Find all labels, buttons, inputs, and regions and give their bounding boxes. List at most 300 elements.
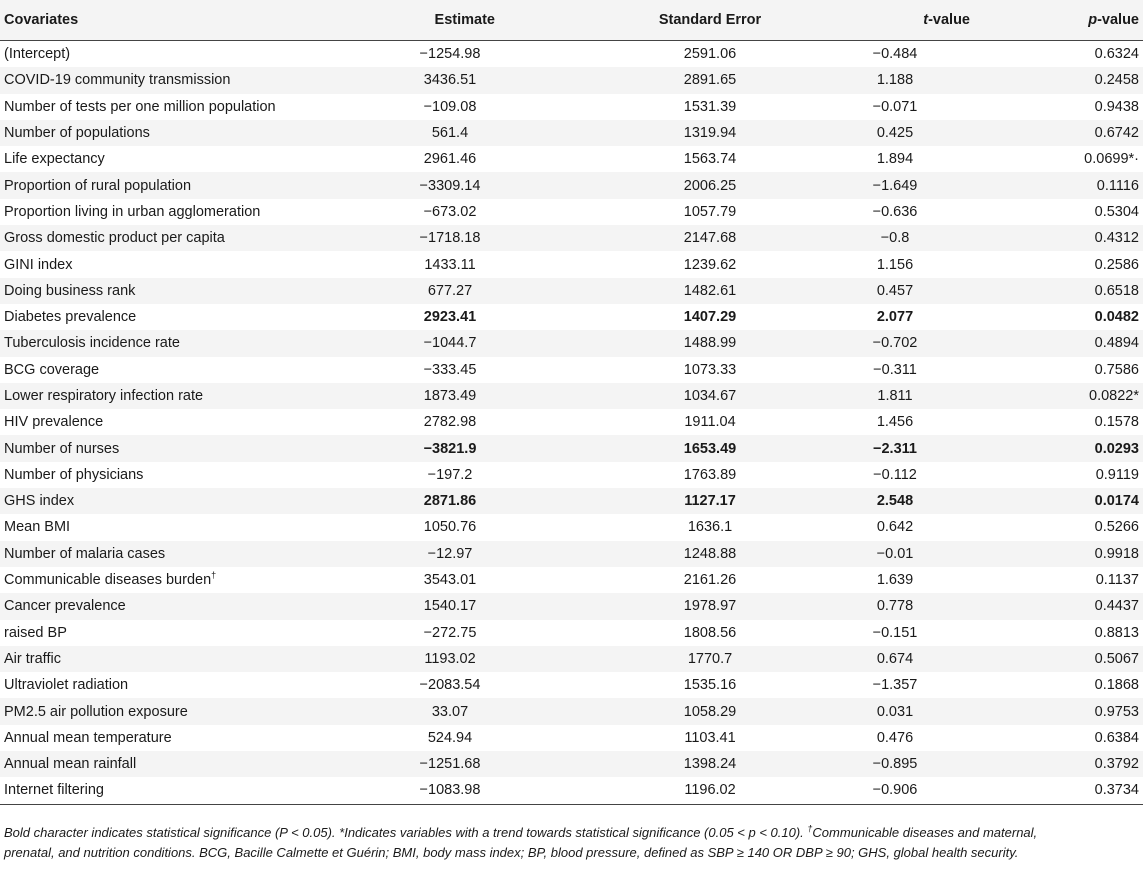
p-value-cell-text: 0.9438 <box>1094 98 1139 115</box>
covariate-cell <box>0 488 300 514</box>
standard-error-cell-text: 2891.65 <box>683 72 737 89</box>
covariate-cell <box>0 383 300 409</box>
t-value-cell-text: −0.895 <box>872 756 918 773</box>
standard-error-cell <box>600 330 820 356</box>
p-value-cell <box>970 357 1143 383</box>
p-value-cell-text: 0.4894 <box>1094 335 1139 352</box>
t-value-cell <box>820 409 970 435</box>
dagger-mark: † <box>211 570 217 581</box>
standard-error-cell <box>600 646 820 672</box>
standard-error-cell <box>600 672 820 698</box>
covariate-cell-text: GHS index <box>4 493 75 510</box>
p-value-cell-text: 0.6384 <box>1094 729 1139 746</box>
estimate-cell <box>300 146 600 172</box>
p-value-cell <box>970 330 1143 356</box>
table-row <box>0 541 1143 567</box>
t-value-cell <box>820 251 970 277</box>
t-value-cell <box>820 777 970 804</box>
covariate-cell-text: HIV prevalence <box>4 414 104 431</box>
t-value-cell <box>820 357 970 383</box>
covariate-cell <box>0 777 300 804</box>
estimate-cell-text: −3309.14 <box>419 177 481 194</box>
standard-error-cell <box>600 67 820 93</box>
standard-error-cell-text: 1407.29 <box>683 309 737 326</box>
table-row <box>0 514 1143 540</box>
standard-error-cell <box>600 357 820 383</box>
estimate-cell-text: 524.94 <box>427 729 473 746</box>
estimate-cell-text: 3436.51 <box>423 72 477 89</box>
standard-error-cell <box>600 725 820 751</box>
standard-error-cell-text: 1127.17 <box>684 493 736 510</box>
covariate-cell-text: Gross domestic product per capita <box>4 230 225 247</box>
estimate-cell-text: −1718.18 <box>419 230 481 247</box>
p-value-cell-text: 0.5304 <box>1094 203 1139 220</box>
standard-error-cell-text: 2161.26 <box>683 572 737 589</box>
covariate-cell-text: Number of populations <box>4 125 150 142</box>
estimate-cell <box>300 409 600 435</box>
estimate-cell-text: −272.75 <box>423 624 477 641</box>
estimate-cell-text: 1873.49 <box>423 388 477 404</box>
t-value-cell <box>820 383 970 409</box>
table-row <box>0 251 1143 277</box>
covariate-cell <box>0 620 300 646</box>
standard-error-cell-text: 1763.89 <box>683 466 737 483</box>
standard-error-cell <box>600 278 820 304</box>
p-value-cell <box>970 383 1143 409</box>
estimate-cell <box>300 383 600 409</box>
t-value-cell-text: −0.151 <box>872 624 918 641</box>
t-value-cell-text: 2.548 <box>876 493 914 510</box>
covariate-cell <box>0 672 300 698</box>
covariate-cell <box>0 751 300 777</box>
covariate-cell-text: Number of nurses <box>4 440 120 457</box>
estimate-cell-text: −1254.98 <box>419 46 481 63</box>
standard-error-cell <box>600 698 820 724</box>
covariate-cell-text: Ultraviolet radiation <box>4 677 129 694</box>
p-value-cell-text: 0.8813 <box>1094 624 1139 641</box>
table-row <box>0 567 1143 593</box>
estimate-cell-text: 2961.46 <box>423 151 477 168</box>
table-footnote <box>0 823 1143 863</box>
p-value-cell-text: 0.1116 <box>1096 177 1139 194</box>
estimate-cell-text: −2083.54 <box>419 677 481 694</box>
p-value-cell-text: 0.2458 <box>1094 72 1139 89</box>
t-value-cell <box>820 620 970 646</box>
header-p-value <box>970 0 1143 41</box>
standard-error-cell-text: 1653.49 <box>683 440 737 457</box>
t-value-cell <box>820 330 970 356</box>
covariate-cell <box>0 514 300 540</box>
t-value-cell-text: 0.476 <box>876 729 914 746</box>
t-value-cell <box>820 41 970 68</box>
table-row <box>0 146 1143 172</box>
p-value-cell-text: 0.6518 <box>1094 282 1139 299</box>
t-value-cell <box>820 672 970 698</box>
covariate-cell <box>0 462 300 488</box>
standard-error-cell-text: 1535.16 <box>683 677 737 694</box>
p-value-cell-text: 0.3734 <box>1094 782 1139 799</box>
t-value-cell-text: −1.357 <box>872 677 918 694</box>
t-value-cell-text: −0.8 <box>880 230 910 247</box>
standard-error-cell <box>600 620 820 646</box>
t-value-cell-text: 0.457 <box>876 282 914 299</box>
p-value-cell-text: 0.5067 <box>1094 650 1139 667</box>
p-value-cell-text: 0.9119 <box>1095 466 1139 483</box>
estimate-cell-text: 677.27 <box>427 282 473 299</box>
t-value-cell-text: −0.636 <box>872 203 918 220</box>
t-value-cell-text: 0.674 <box>876 650 914 667</box>
t-value-cell-text: 0.642 <box>876 519 914 536</box>
covariate-cell <box>0 94 300 120</box>
t-value-cell-text: 0.031 <box>876 703 914 720</box>
p-value-cell <box>970 567 1143 593</box>
t-value-cell <box>820 488 970 514</box>
covariate-cell-text: Lower respiratory infection rate <box>4 388 204 404</box>
table-row <box>0 199 1143 225</box>
table-row <box>0 330 1143 356</box>
covariate-cell <box>0 172 300 198</box>
standard-error-cell-text: 1978.97 <box>683 598 737 615</box>
covariate-cell <box>0 120 300 146</box>
estimate-cell <box>300 435 600 461</box>
p-value-cell <box>970 251 1143 277</box>
t-value-cell-text: −2.311 <box>873 440 917 457</box>
standard-error-cell <box>600 514 820 540</box>
estimate-cell-text: 1193.02 <box>424 650 476 667</box>
standard-error-cell-text: 1488.99 <box>683 335 737 352</box>
standard-error-cell-text: 2147.68 <box>683 230 737 247</box>
standard-error-cell <box>600 146 820 172</box>
p-value-cell-text: 0.9918 <box>1094 545 1139 562</box>
covariate-cell-text: Annual mean temperature <box>4 729 172 746</box>
p-value-cell <box>970 199 1143 225</box>
p-value-cell-text: 0.4437 <box>1094 598 1139 615</box>
p-value-cell <box>970 514 1143 540</box>
p-value-cell-text: 0.6742 <box>1094 125 1139 142</box>
header-t-suffix: -value <box>928 12 970 28</box>
covariate-cell <box>0 225 300 251</box>
standard-error-cell <box>600 120 820 146</box>
t-value-cell <box>820 462 970 488</box>
estimate-cell <box>300 94 600 120</box>
covariate-cell-text: Internet filtering <box>4 782 104 799</box>
estimate-cell <box>300 172 600 198</box>
standard-error-cell-text: 1531.39 <box>683 98 737 115</box>
estimate-cell <box>300 514 600 540</box>
standard-error-cell-text: 1196.02 <box>684 782 736 799</box>
standard-error-cell-text: 1239.62 <box>683 256 737 273</box>
standard-error-cell <box>600 777 820 804</box>
p-value-cell-text: 0.2586 <box>1094 256 1139 273</box>
covariate-cell-text: Diabetes prevalence <box>4 309 137 326</box>
covariate-cell-text: COVID-19 community transmission <box>4 72 231 89</box>
table-row <box>0 777 1143 804</box>
standard-error-cell <box>600 567 820 593</box>
p-value-cell-text: 0.7586 <box>1094 361 1139 378</box>
standard-error-cell-text: 1770.7 <box>687 650 733 667</box>
header-estimate: Estimate <box>300 0 600 41</box>
p-value-cell <box>970 751 1143 777</box>
table-row <box>0 435 1143 461</box>
standard-error-cell <box>600 751 820 777</box>
covariate-cell-text: Annual mean rainfall <box>4 756 137 773</box>
covariate-cell <box>0 541 300 567</box>
table-row <box>0 225 1143 251</box>
t-value-cell-text: −0.702 <box>872 335 918 352</box>
standard-error-cell-text: 1319.94 <box>683 125 737 142</box>
p-value-cell <box>970 225 1143 251</box>
t-value-cell-text: 1.156 <box>876 256 914 273</box>
estimate-cell <box>300 199 600 225</box>
estimate-cell <box>300 225 600 251</box>
covariate-cell <box>0 725 300 751</box>
covariate-cell-text: Number of tests per one million population <box>4 98 276 115</box>
covariate-cell-text: Proportion living in urban agglomeration <box>4 203 261 220</box>
t-value-cell <box>820 199 970 225</box>
table-body <box>0 41 1143 805</box>
p-value-cell <box>970 94 1143 120</box>
standard-error-cell-text: 1808.56 <box>683 624 737 641</box>
p-value-cell-text: 0.9753 <box>1094 703 1139 720</box>
covariate-cell-text: Mean BMI <box>4 519 71 536</box>
covariate-cell-text: Number of physicians <box>4 466 144 483</box>
covariate-cell <box>0 199 300 225</box>
covariate-cell-text: Air traffic <box>4 650 61 667</box>
p-value-cell <box>970 672 1143 698</box>
standard-error-cell-text: 1073.33 <box>683 361 737 378</box>
covariate-cell <box>0 146 300 172</box>
standard-error-cell-text: 1103.41 <box>684 729 736 746</box>
p-value-cell-text: 0.1137 <box>1095 572 1139 589</box>
estimate-cell-text: −12.97 <box>427 545 473 562</box>
estimate-cell <box>300 620 600 646</box>
estimate-cell <box>300 567 600 593</box>
footnote-text-2: prenatal, and nutrition conditions. BCG, Bacille Calmette et Guérin; BMI, body mass index; BP, blood pressure, defined as SBP ≥ 140 OR DBP ≥ 90; GHS, global health security. <box>4 844 1019 860</box>
covariate-cell-text: Cancer prevalence <box>4 598 126 615</box>
estimate-cell-text: −1083.98 <box>419 782 481 799</box>
covariate-cell <box>0 304 300 330</box>
table-row <box>0 409 1143 435</box>
header-standard-error: Standard Error <box>600 0 820 41</box>
p-value-cell-text: 0.1868 <box>1094 677 1139 694</box>
estimate-cell-text: −333.45 <box>423 361 477 378</box>
estimate-cell-text: 2782.98 <box>423 414 477 431</box>
estimate-cell-text: 1433.11 <box>424 256 476 273</box>
covariate-cell <box>0 593 300 619</box>
t-value-cell-text: −0.112 <box>873 466 917 483</box>
p-value-cell <box>970 120 1143 146</box>
header-t-prefix: t <box>923 12 929 28</box>
table-row <box>0 620 1143 646</box>
t-value-cell <box>820 698 970 724</box>
t-value-cell <box>820 435 970 461</box>
estimate-cell <box>300 462 600 488</box>
table-row <box>0 488 1143 514</box>
estimate-cell <box>300 488 600 514</box>
p-value-cell <box>970 646 1143 672</box>
standard-error-cell-text: 1911.04 <box>684 414 736 431</box>
covariate-cell-text: Communicable diseases burden <box>4 572 212 589</box>
table-row <box>0 751 1143 777</box>
standard-error-cell <box>600 409 820 435</box>
estimate-cell <box>300 120 600 146</box>
header-p-prefix: p <box>1088 12 1098 28</box>
table-row <box>0 593 1143 619</box>
header-covariates: Covariates <box>0 0 300 41</box>
standard-error-cell-text: 1636.1 <box>687 519 733 536</box>
t-value-cell <box>820 146 970 172</box>
t-value-cell <box>820 225 970 251</box>
estimate-cell <box>300 41 600 68</box>
estimate-cell-text: −1251.68 <box>419 756 481 773</box>
t-value-cell <box>820 541 970 567</box>
estimate-cell <box>300 751 600 777</box>
covariate-cell <box>0 251 300 277</box>
covariate-cell-text: GINI index <box>4 256 73 273</box>
t-value-cell-text: 1.188 <box>876 72 914 89</box>
standard-error-cell <box>600 172 820 198</box>
table-row <box>0 672 1143 698</box>
t-value-cell-text: −1.649 <box>872 177 918 194</box>
p-value-cell-text: 0.1578 <box>1094 414 1139 431</box>
p-value-cell <box>970 409 1143 435</box>
t-value-cell <box>820 304 970 330</box>
p-value-cell <box>970 304 1143 330</box>
standard-error-cell <box>600 462 820 488</box>
t-value-cell <box>820 593 970 619</box>
p-value-cell-text: 0.0482 <box>1094 309 1139 326</box>
p-value-cell <box>970 777 1143 804</box>
p-value-cell-text: 0.4312 <box>1094 230 1139 247</box>
t-value-cell-text: 1.456 <box>876 414 914 431</box>
t-value-cell <box>820 514 970 540</box>
p-value-cell <box>970 593 1143 619</box>
t-value-cell-text: 1.894 <box>876 151 914 168</box>
standard-error-cell-text: 1248.88 <box>683 545 737 562</box>
covariate-cell <box>0 67 300 93</box>
t-value-cell <box>820 172 970 198</box>
table-row <box>0 304 1143 330</box>
covariate-cell <box>0 567 300 593</box>
t-value-cell-text: −0.906 <box>872 782 918 799</box>
t-value-cell <box>820 94 970 120</box>
table-row <box>0 357 1143 383</box>
estimate-cell-text: 2871.86 <box>423 493 477 510</box>
t-value-cell <box>820 120 970 146</box>
estimate-cell-text: −1044.7 <box>423 335 477 352</box>
standard-error-cell-text: 1563.74 <box>683 151 737 168</box>
t-value-cell <box>820 751 970 777</box>
covariate-cell <box>0 435 300 461</box>
footnote-text-1b: Communicable diseases and maternal, <box>812 824 1038 840</box>
standard-error-cell-text: 1057.79 <box>683 203 737 220</box>
footnote-text-1: Bold character indicates statistical significance (P < 0.05). *Indicates variables with a trend towards statistical significance (0.05 < p < 0.10). <box>4 824 808 840</box>
covariate-cell <box>0 646 300 672</box>
table-row <box>0 278 1143 304</box>
p-value-cell <box>970 278 1143 304</box>
standard-error-cell-text: 2006.25 <box>683 177 737 194</box>
p-value-cell-text: 0.3792 <box>1094 756 1139 773</box>
t-value-cell <box>820 278 970 304</box>
standard-error-cell <box>600 41 820 68</box>
estimate-cell-text: 2923.41 <box>423 309 477 326</box>
t-value-cell-text: 2.077 <box>876 309 914 326</box>
standard-error-cell <box>600 541 820 567</box>
estimate-cell-text: −3821.9 <box>423 440 477 457</box>
t-value-cell-text: −0.484 <box>872 46 918 63</box>
covariate-cell-text: raised BP <box>4 624 67 641</box>
table-row <box>0 120 1143 146</box>
header-t-value <box>820 0 970 41</box>
table-row <box>0 383 1143 409</box>
standard-error-cell <box>600 199 820 225</box>
standard-error-cell-text: 1034.67 <box>683 388 737 404</box>
table-row <box>0 725 1143 751</box>
standard-error-cell <box>600 435 820 461</box>
estimate-cell <box>300 725 600 751</box>
table-row <box>0 646 1143 672</box>
standard-error-cell <box>600 304 820 330</box>
estimate-cell-text: 1050.76 <box>423 519 477 536</box>
t-value-cell <box>820 67 970 93</box>
p-value-cell-text: 0.0699*· <box>1084 151 1139 168</box>
covariate-cell <box>0 698 300 724</box>
standard-error-cell <box>600 383 820 409</box>
t-value-cell-text: 0.778 <box>876 598 914 615</box>
covariate-cell <box>0 357 300 383</box>
t-value-cell-text: −0.311 <box>873 361 917 378</box>
t-value-cell <box>820 567 970 593</box>
estimate-cell-text: 1540.17 <box>423 598 477 615</box>
estimate-cell <box>300 698 600 724</box>
covariate-cell-text: Doing business rank <box>4 282 136 299</box>
standard-error-cell <box>600 94 820 120</box>
table-row <box>0 41 1143 68</box>
table-row <box>0 172 1143 198</box>
estimate-cell <box>300 541 600 567</box>
estimate-cell-text: −673.02 <box>423 203 477 220</box>
covariate-cell-text: BCG coverage <box>4 361 100 378</box>
p-value-cell <box>970 698 1143 724</box>
t-value-cell-text: 1.811 <box>877 388 913 404</box>
estimate-cell-text: 561.4 <box>431 125 469 142</box>
covariate-cell <box>0 409 300 435</box>
covariate-cell <box>0 278 300 304</box>
p-value-cell <box>970 488 1143 514</box>
estimate-cell <box>300 67 600 93</box>
standard-error-cell-text: 1058.29 <box>683 703 737 720</box>
covariate-cell-text: PM2.5 air pollution exposure <box>4 703 188 720</box>
covariate-cell-text: Number of malaria cases <box>4 545 166 562</box>
p-value-cell <box>970 146 1143 172</box>
t-value-cell-text: −0.01 <box>876 545 914 562</box>
p-value-cell-text: 0.0174 <box>1094 493 1139 510</box>
estimate-cell-text: 3543.01 <box>423 572 477 589</box>
p-value-cell-text: 0.0822* <box>1089 388 1139 404</box>
t-value-cell-text: −0.071 <box>872 98 918 115</box>
table-row <box>0 67 1143 93</box>
standard-error-cell-text: 1398.24 <box>683 756 737 773</box>
p-value-cell <box>970 462 1143 488</box>
estimate-cell <box>300 330 600 356</box>
footnote-dagger: † <box>807 823 813 834</box>
header-row <box>0 0 1143 41</box>
estimate-cell <box>300 646 600 672</box>
table-row <box>0 698 1143 724</box>
p-value-cell-text: 0.5266 <box>1094 519 1139 536</box>
standard-error-cell <box>600 251 820 277</box>
standard-error-cell <box>600 488 820 514</box>
